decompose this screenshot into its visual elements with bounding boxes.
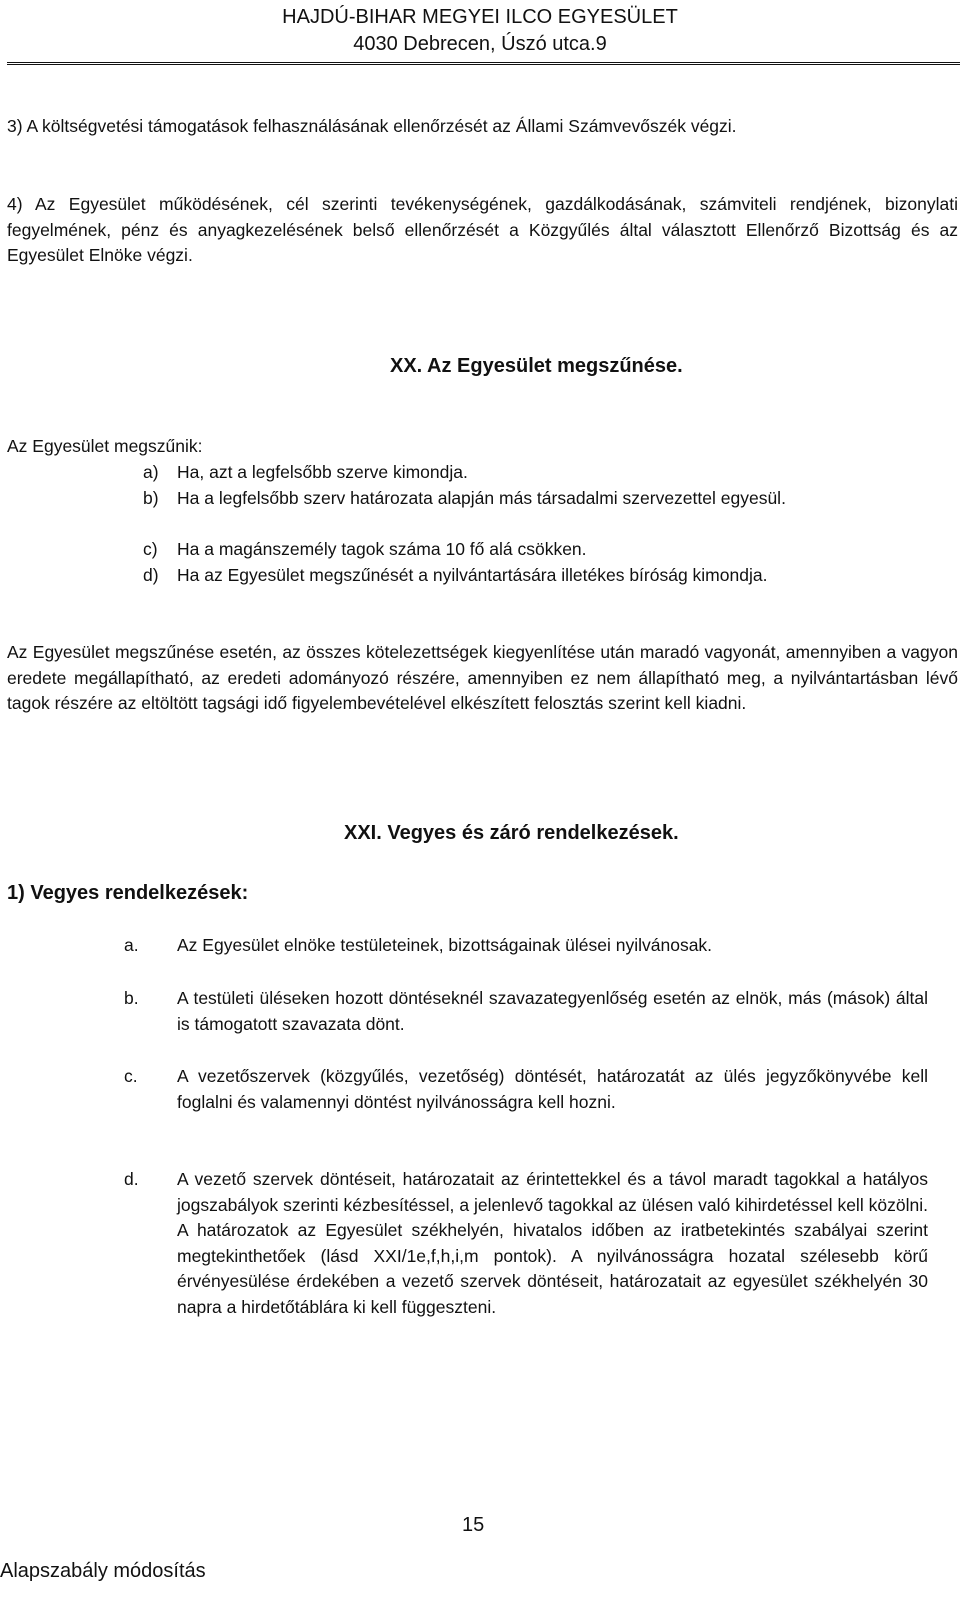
header-organization-name: HAJDÚ-BIHAR MEGYEI ILCO EGYESÜLET xyxy=(282,6,678,28)
list-item-label: d) xyxy=(143,565,159,585)
list-item xyxy=(124,986,934,1038)
header-divider-secondary xyxy=(7,64,960,65)
list-item-label: a) xyxy=(143,462,159,482)
list-item-text: Az Egyesület elnöke testületeinek, bizottságainak ülései nyilvánosak. xyxy=(177,935,713,955)
list-item-label: b) xyxy=(143,488,159,508)
list-item-text: A testületi üléseken hozott döntéseknél szavazategyenlőség esetén az elnök, más (mások) által is támogatott szavazata dönt. xyxy=(177,988,928,1034)
list-item-text: Ha, azt a legfelsőbb szerve kimondja. xyxy=(177,462,468,482)
list-item-label: c. xyxy=(124,1066,138,1086)
header-divider xyxy=(7,62,960,63)
section-21-heading: XXI. Vegyes és záró rendelkezések. xyxy=(344,822,679,844)
list-item-text: A vezetőszervek (közgyűlés, vezetőség) döntését, határozatát az ülés jegyzőkönyvébe kell foglalni és valamennyi döntést nyilvánosságra kell hozni. xyxy=(177,1066,928,1112)
list-item xyxy=(143,486,943,537)
list-item-label: c) xyxy=(143,539,158,559)
list-item xyxy=(124,1167,934,1374)
section-20-intro: Az Egyesület megszűnik: xyxy=(7,436,203,456)
list-item xyxy=(124,1064,934,1142)
list-item xyxy=(143,460,943,486)
list-item xyxy=(124,933,934,959)
section-20-closing: Az Egyesület megszűnése esetén, az összes kötelezettségek kiegyenlítése után maradó vagyonát, amennyiben a vagyon eredete megállapítható, az eredeti adományozó részére, amennyiben ez nem állapítható meg, a nyilvántartásban lévő tagok részére az eltöltött tagsági idő figyelembevételével elkészített felosztás szerint kell kiadni. xyxy=(7,642,958,713)
list-item-label: b. xyxy=(124,988,139,1008)
header-address: 4030 Debrecen, Úszó utca.9 xyxy=(353,33,607,55)
footer-document-title: Alapszabály módosítás xyxy=(0,1560,206,1582)
list-item-text: A vezető szervek döntéseit, határozatait az érintettekkel és a távol maradt tagokkal a hatályos jogszabályok szerinti kézbesítéssel, a jelenlevő tagokkal az ülésen való kihirdetéssel kell közölni. A határozatok az Egyesület székhelyén, hivatalos időben az iratbetekintés szabályai szerint megtekinthetőek (lásd XXI/1e,f,h,i,m pontok). A nyilvánosságra hozatal szélesebb körű érvényesülése érdekében a vezető szervek döntéseit, határozatait az egyesület székhelyén 30 napra a hirdetőtáblára ki kell függeszteni. xyxy=(177,1169,928,1317)
list-item-label: d. xyxy=(124,1169,139,1189)
list-item-text: Ha a magánszemély tagok száma 10 fő alá csökken. xyxy=(177,539,587,559)
list-item-label: a. xyxy=(124,935,139,955)
section-20-heading: XX. Az Egyesület megszűnése. xyxy=(390,355,683,377)
list-item xyxy=(143,537,943,563)
section-21-subheading: 1) Vegyes rendelkezések: xyxy=(7,882,249,904)
list-item-text: Ha az Egyesület megszűnését a nyilvántartására illetékes bíróság kimondja. xyxy=(177,565,768,585)
page-number: 15 xyxy=(462,1514,485,1536)
list-item-text: Ha a legfelsőbb szerv határozata alapján más társadalmi szervezettel egyesül. xyxy=(177,488,786,508)
list-item xyxy=(143,563,943,614)
paragraph-4: 4) Az Egyesület működésének, cél szerinti tevékenységének, gazdálkodásának, számviteli rendjének, bizonylati fegyelmének, pénz és anyagkezelésének belső ellenőrzését a Közgyűlés által választott Ellenőrző Bizottság és az Egyesület Elnöke végzi. xyxy=(7,194,958,265)
paragraph-3: 3) A költségvetési támogatások felhasználásának ellenőrzését az Állami Számvevőszék végzi. xyxy=(7,116,737,136)
